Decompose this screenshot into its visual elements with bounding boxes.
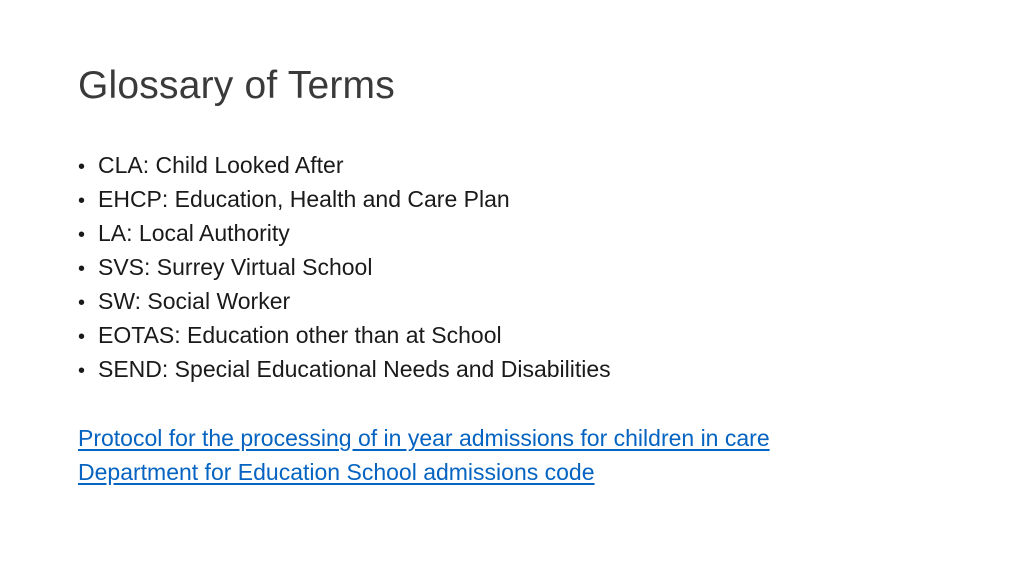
slide-title: Glossary of Terms — [78, 64, 395, 107]
glossary-term: SEND: Special Educational Needs and Disabilities — [98, 356, 611, 382]
list-item — [78, 182, 611, 216]
list-item — [78, 352, 611, 386]
glossary-term: SVS: Surrey Virtual School — [98, 254, 373, 280]
glossary-list — [78, 148, 611, 386]
glossary-term: EHCP: Education, Health and Care Plan — [98, 186, 510, 212]
bullet-icon: • — [78, 224, 86, 246]
list-item — [78, 216, 611, 250]
link-admissions-protocol[interactable]: Protocol for the processing of in year admissions for children in care — [78, 425, 770, 451]
list-item — [78, 284, 611, 318]
bullet-icon: • — [78, 258, 86, 280]
bullet-icon: • — [78, 190, 86, 212]
reference-links — [78, 421, 770, 489]
bullet-icon: • — [78, 326, 86, 348]
list-item — [78, 318, 611, 352]
glossary-term: CLA: Child Looked After — [98, 152, 344, 178]
bullet-icon: • — [78, 360, 86, 382]
glossary-term: EOTAS: Education other than at School — [98, 322, 502, 348]
list-item — [78, 250, 611, 284]
bullet-icon: • — [78, 156, 86, 178]
glossary-term: LA: Local Authority — [98, 220, 290, 246]
glossary-term: SW: Social Worker — [98, 288, 291, 314]
list-item — [78, 148, 611, 182]
link-admissions-code[interactable]: Department for Education School admissions code — [78, 459, 595, 485]
bullet-icon: • — [78, 292, 86, 314]
